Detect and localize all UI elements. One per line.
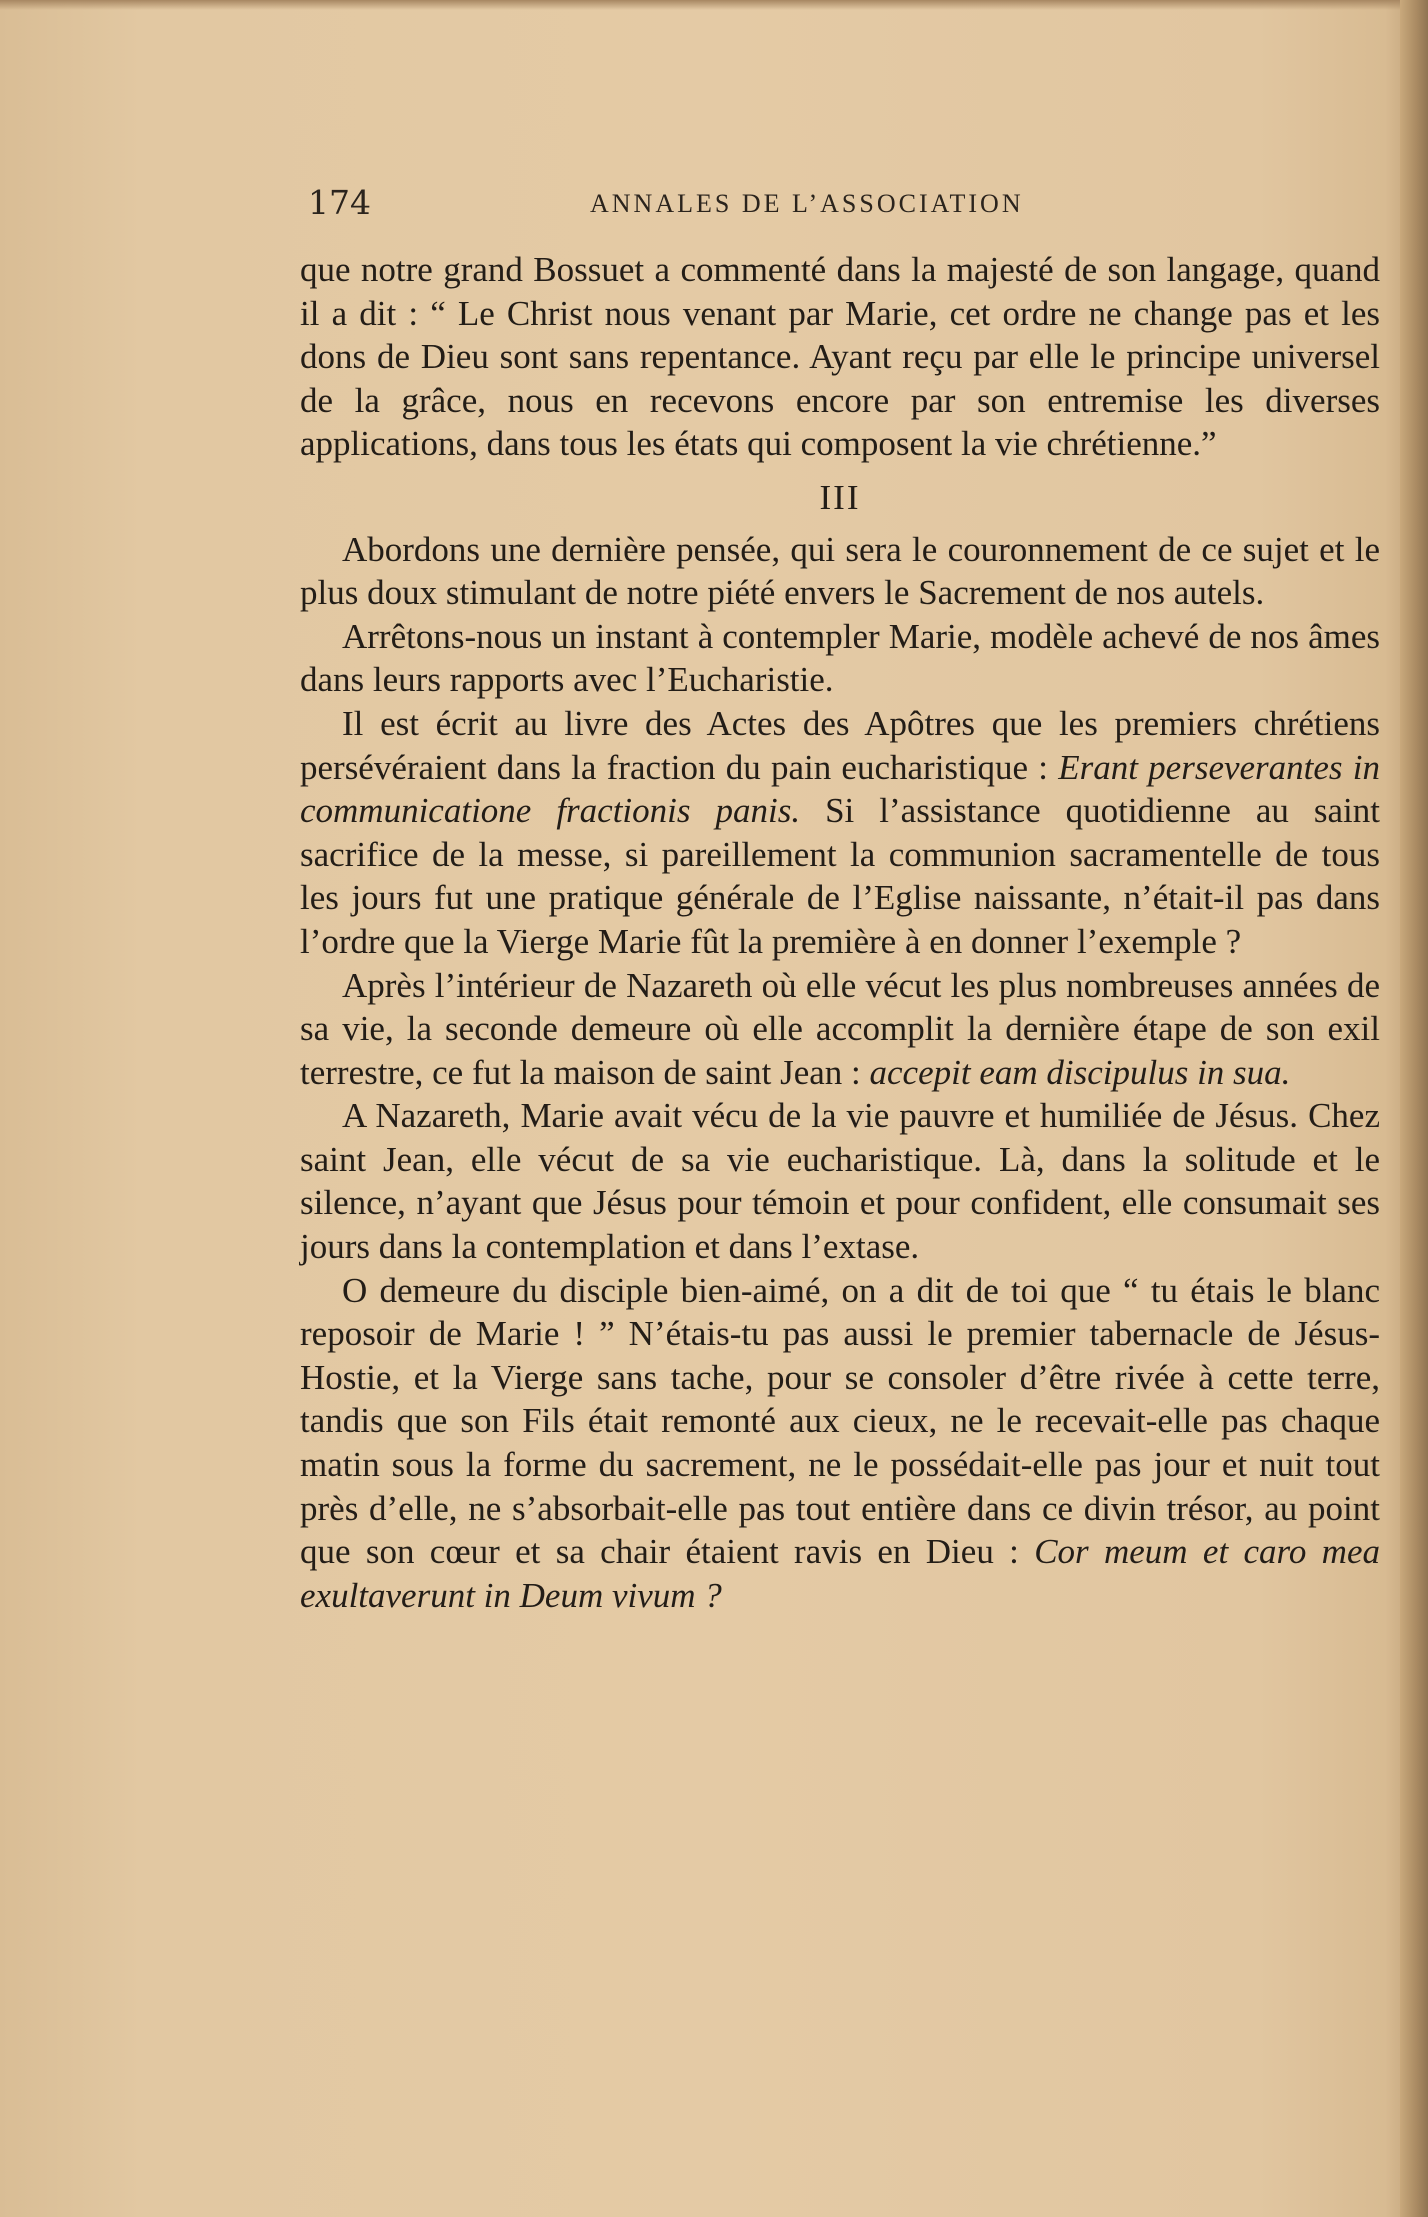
paragraph-6: A Nazareth, Marie avait vécu de la vie pauvre et humiliée de Jésus. Chez saint Jean, elle vécut de sa vie eucharistique. Là, dans la solitude et le silence, n’ayant que Jésus pour témoin et pour confident, elle consumait ses jours dans la contemplation et dans l’extase. [300,1096,1380,1267]
paragraph-1: que notre grand Bossuet a commenté dans la majesté de son langage, quand il a dit : “ Le Christ nous venant par Marie, cet ordre ne change pas et les dons de Dieu sont sans repentance. Ayant reçu par elle le principe universel de la grâce, nous en recevons encore par son entremise les diverses applications, dans tous les états qui composent la vie chrétienne.” [300,250,1380,464]
page-number: 174 [308,183,371,222]
paragraph-4-text-a: Il est écrit au livre des Actes des Apôtres que les premiers chrétiens persévéraient dans la fraction du pain eucharistique : [300,703,1380,787]
running-title: ANNALES DE L’ASSOCIATION [590,189,1024,218]
paragraph-5-text: Après l’intérieur de Nazareth où elle vécut les plus nombreuses années de sa vie, la seconde demeure où elle accomplit la dernière étape de son exil terrestre, ce fut la maison de saint Jean : [300,965,1380,1092]
paragraph-2: Abordons une dernière pensée, qui sera le couronnement de ce sujet et le plus doux stimulant de notre piété envers le Sacrement de nos autels. [300,529,1380,613]
page-header [308,183,1136,233]
page-top-edge [0,0,1428,10]
paragraph-7 [300,1269,1380,1618]
paragraph-3: Arrêtons-nous un instant à contempler Marie, modèle achevé de nos âmes dans leurs rapports avec l’Eucharistie. [300,616,1380,700]
latin-quote-acts: Erant perseverantes in communicatione fractionis panis. [300,747,1381,831]
section-heading: III [819,477,861,517]
paragraph-5 [300,964,1380,1095]
body-text [300,248,1380,1617]
page-right-edge [1400,0,1428,2217]
paragraph-7-text: O demeure du disciple bien-aimé, on a dit de toi que “ tu étais le blanc reposoir de Marie ! ” N’étais-tu pas aussi le premier tabernacle de Jésus-Hostie, et la Vierge sans tache, pour se consoler d’être rivée à cette terre, tandis que son Fils était remonté aux cieux, ne le recevait-elle pas chaque matin sous la forme du sacrement, ne le possédait-elle pas jour et nuit tout près d’elle, ne s’absorbait-elle pas tout entière dans ce divin trésor, au point que son cœur et sa chair étaient ravis en Dieu : [300,1270,1380,1572]
latin-quote-john: accepit eam discipulus in sua. [869,1052,1291,1092]
latin-quote-psalm: Cor meum et caro mea exultaverunt in Deum vivum ? [300,1532,1380,1615]
paragraph-4 [300,702,1380,964]
paragraph-4-text-b: Si l’assistance quotidienne au saint sacrifice de la messe, si pareillement la communion sacramentelle de tous les jours fut une pratique générale de l’Eglise naissante, n’était-il pas dans l’ordre que la Vierge Marie fût la première à en donner l’exemple ? [300,791,1380,961]
